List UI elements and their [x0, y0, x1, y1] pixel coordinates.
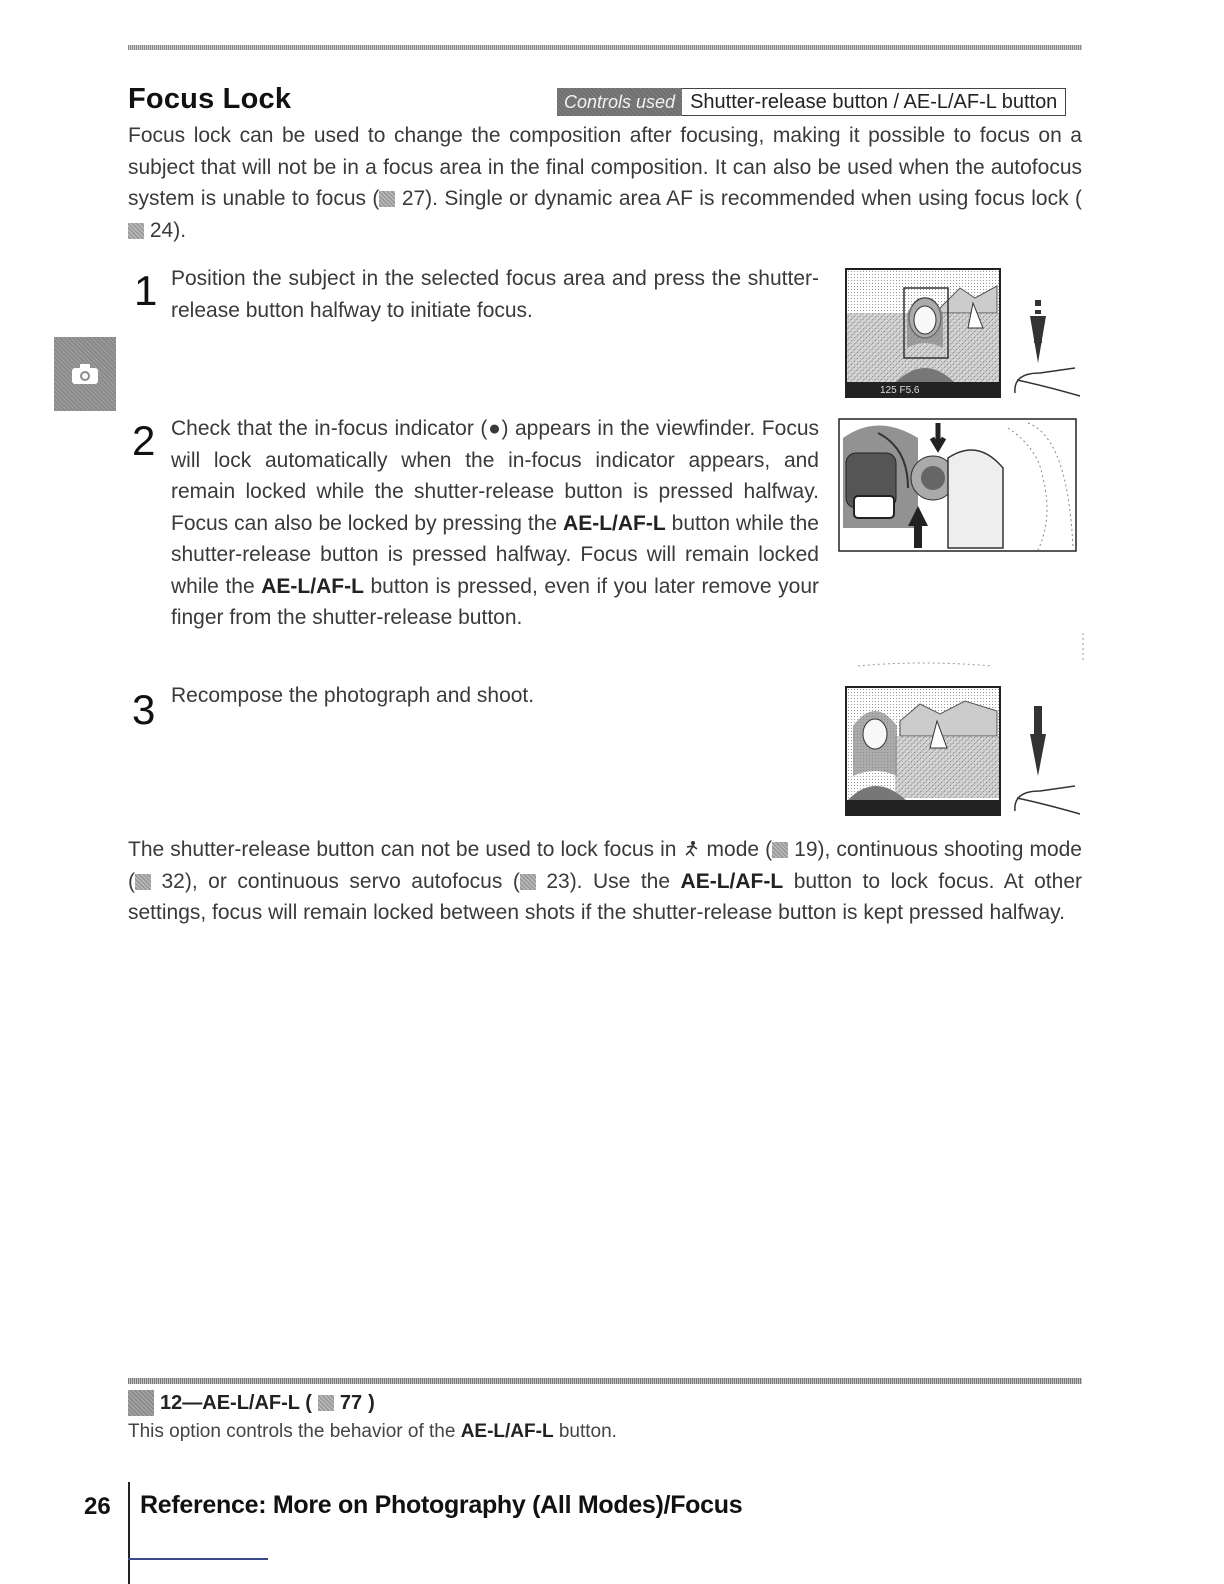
ae-af-lock-button-ref: AE-L/AF-L: [460, 1421, 554, 1442]
viewfinder-recompose-illustration: [845, 686, 1085, 818]
page-reference-icon: [128, 223, 144, 239]
ae-af-lock-button-ref: AE-L/AF-L: [261, 574, 364, 598]
page-reference-icon: [379, 191, 395, 207]
footer-underline: [128, 1558, 268, 1560]
custom-setting-icon: [128, 1390, 154, 1416]
controls-used-label: Controls used: [557, 88, 682, 116]
page-title: Focus Lock: [128, 83, 292, 115]
note-body: This option controls the behavior of the AE-L/AF-L button.: [128, 1421, 617, 1442]
step-text: Recompose the photograph and shoot.: [171, 684, 535, 707]
page-ref[interactable]: 32: [161, 869, 185, 893]
note-rule: [128, 1378, 1082, 1384]
viewfinder-focus-illustration: [845, 268, 1085, 400]
ae-af-lock-button-ref: AE-L/AF-L: [680, 869, 784, 893]
sports-mode-icon: [682, 840, 700, 858]
page-reference-icon: [318, 1395, 334, 1411]
page-reference-icon: [135, 874, 151, 890]
page-ref[interactable]: 19: [794, 838, 818, 861]
step-number: 1: [134, 267, 158, 314]
page-ref[interactable]: 23: [546, 869, 570, 893]
page-ref[interactable]: 24: [149, 218, 174, 242]
closing-paragraph: The shutter-release button can not be used to lock focus in mode ( 19), continuous shooting mode ( 32), or continuous servo autofocus ( 23). Use the AE-L/AF-L button to lock focus. At other settings, focus will remain locked between shots if the shutter-release button is kept pressed halfway.: [128, 838, 1082, 924]
camera-back-illustration: [838, 418, 1088, 668]
controls-used-value: Shutter-release button / AE-L/AF-L button: [682, 88, 1066, 116]
page-ref[interactable]: 77: [339, 1391, 363, 1414]
page-ref[interactable]: 27: [401, 187, 426, 210]
page-reference-icon: [520, 874, 536, 890]
step-number: 3: [132, 686, 156, 733]
top-rule: [128, 45, 1082, 50]
step-text: Position the subject in the selected focus area and press the shutter-release button halfway to initiate focus.: [171, 267, 819, 322]
controls-used-banner: [557, 88, 1066, 116]
camera-section-tab: [54, 337, 116, 411]
footer-section-title: Reference: More on Photography (All Modes)/Focus: [140, 1491, 743, 1519]
step-number: 2: [132, 417, 156, 464]
intro-paragraph: Focus lock can be used to change the composition after focusing, making it possible to focus on a subject that will not be in a focus area in the final composition. It can also be used when the autofocus system is unable to focus ( 27). Single or dynamic area AF is recommended when using focus lock ( 24).: [128, 124, 1082, 242]
page-number: 26: [84, 1493, 111, 1520]
ae-af-lock-button-ref: AE-L/AF-L: [563, 511, 666, 535]
page-reference-icon: [772, 842, 788, 858]
camera-icon: [71, 363, 99, 385]
viewfinder-readout: 125 F5.6: [880, 385, 920, 396]
step-text: Check that the in-focus indicator (●) appears in the viewfinder. Focus will lock automatically when the in-focus indicator appears, and remain locked while the shutter-release button is pressed halfway. Focus can also be locked by pressing the AE-L/AF-L button while the shutter-release button is pressed halfway. Focus will remain locked while the AE-L/AF-L button is pressed, even if you later remove your finger from the shutter-release button.: [171, 417, 820, 629]
note-heading: 12—AE-L/AF-L ( 77 ): [128, 1390, 375, 1416]
footer-divider: [128, 1482, 130, 1584]
